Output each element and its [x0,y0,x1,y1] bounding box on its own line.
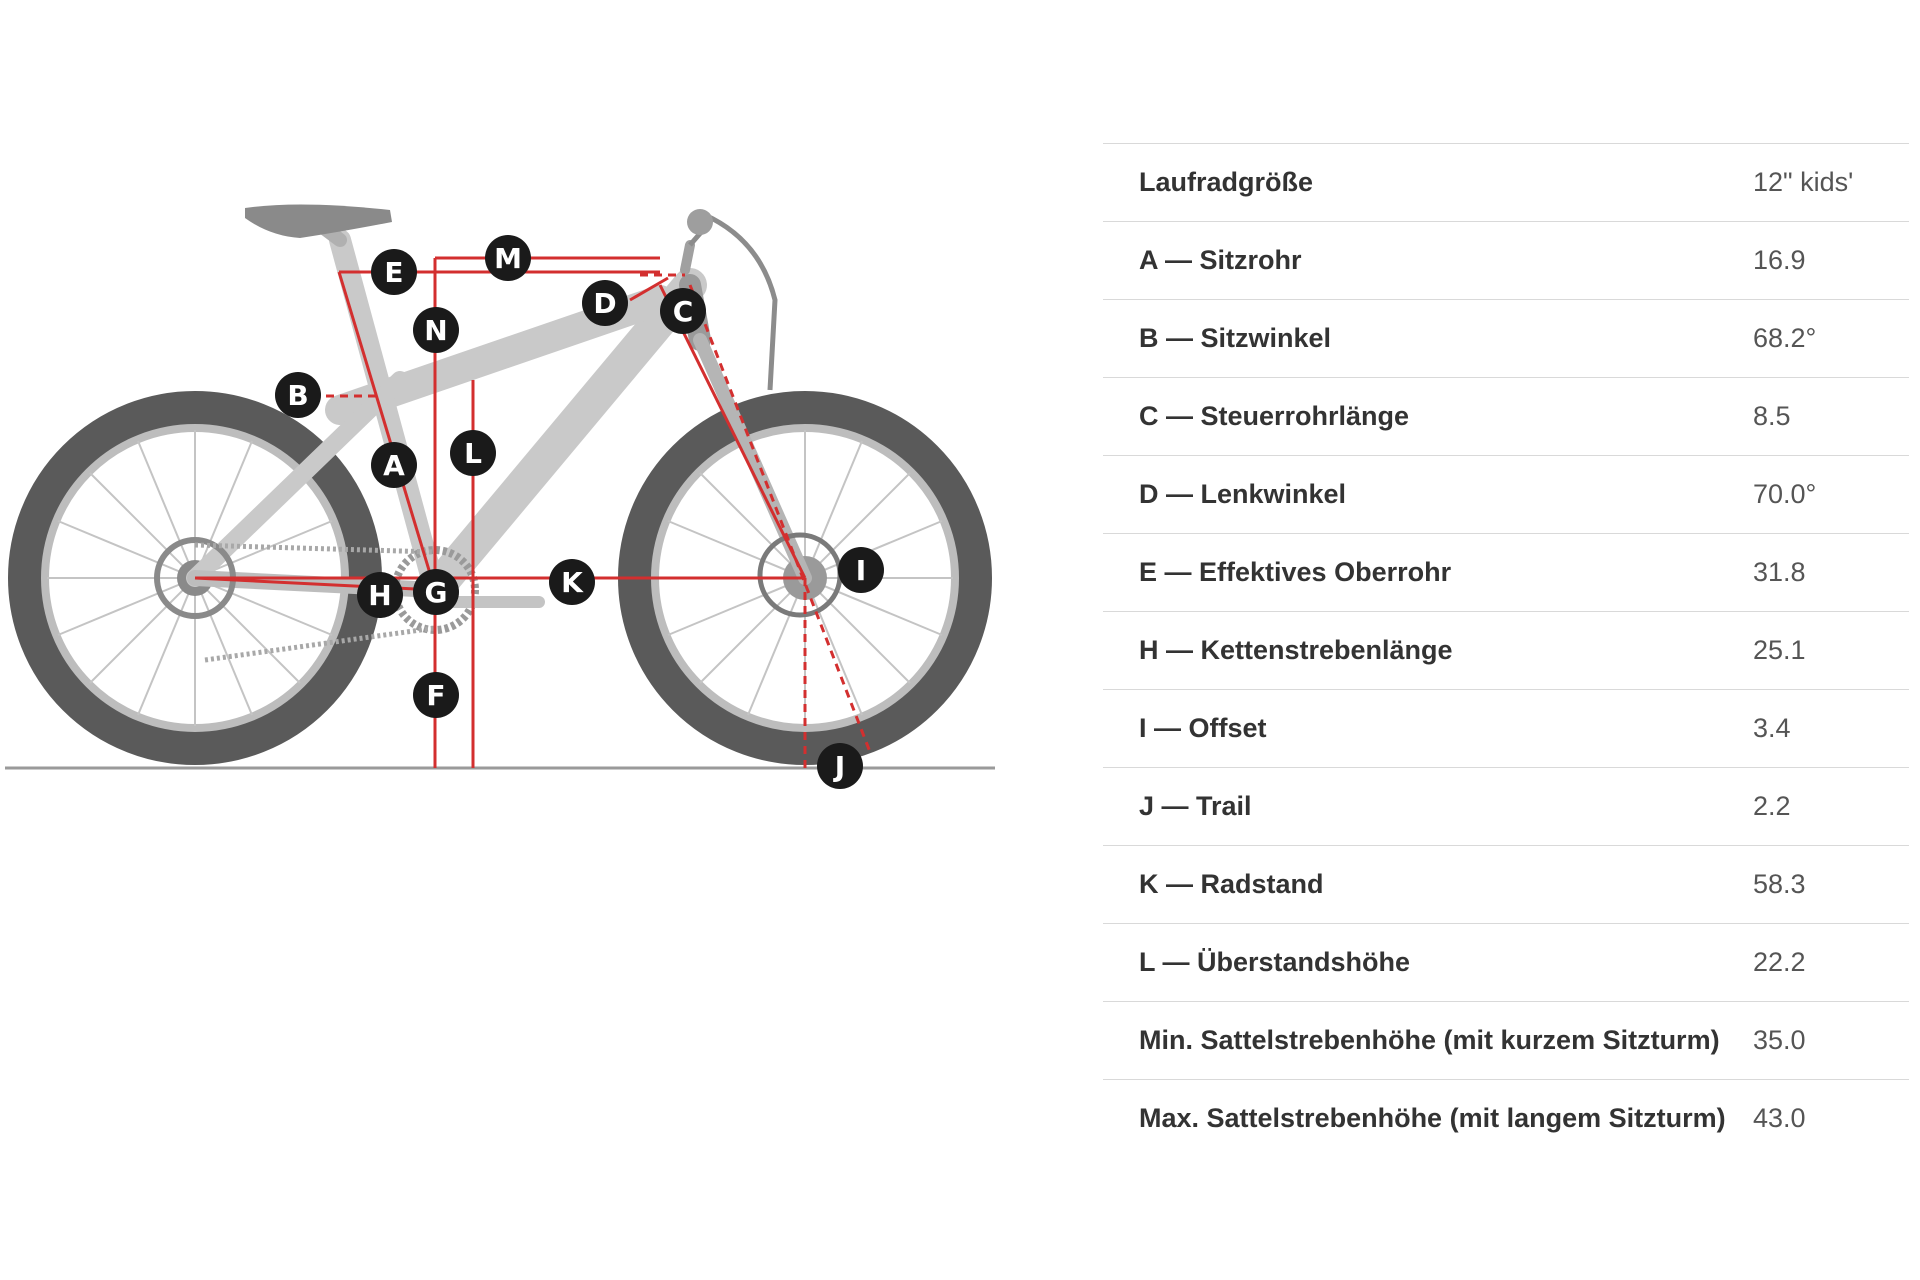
row-value: 2.2 [1753,791,1791,821]
marker-I [838,547,884,593]
handlebar-grip [687,209,713,235]
row-label: I — Offset [1139,713,1267,743]
row-value: 31.8 [1753,557,1806,587]
svg-text:A: A [383,449,405,482]
marker-A [371,442,417,488]
marker-K [549,559,595,605]
table-row [1103,222,1909,300]
svg-text:N: N [424,314,448,347]
row-label: B — Sitzwinkel [1139,323,1332,353]
table-row [1103,768,1909,846]
row-value: 8.5 [1753,401,1791,431]
svg-text:G: G [424,576,448,609]
marker-D [582,280,628,326]
geometry-table [1103,143,1909,1157]
row-value: 70.0° [1753,479,1817,509]
table-row [1103,378,1909,456]
row-value: 16.9 [1753,245,1806,275]
svg-text:E: E [384,256,404,289]
marker-C [660,288,706,334]
svg-text:M: M [494,242,522,275]
marker-L [450,430,496,476]
marker-G [413,569,459,615]
row-label: Laufradgröße [1139,167,1314,197]
marker-M [485,235,531,281]
row-label: E — Effektives Oberrohr [1139,557,1452,587]
table-row [1103,924,1909,1002]
table-row [1103,300,1909,378]
row-value: 3.4 [1753,713,1791,743]
svg-text:H: H [368,579,392,612]
bike-geometry-diagram [0,0,1020,820]
row-value: 25.1 [1753,635,1806,665]
row-value: 22.2 [1753,947,1806,977]
row-label: A — Sitzrohr [1139,245,1302,275]
row-label: L — Überstandshöhe [1139,947,1411,977]
row-value: 35.0 [1753,1025,1806,1055]
marker-F [413,672,459,718]
row-label: Max. Sattelstrebenhöhe (mit langem Sitzturm) [1139,1103,1726,1133]
row-value: 12" kids' [1753,167,1854,197]
saddle [245,204,392,238]
row-value: 43.0 [1753,1103,1806,1133]
marker-E [371,249,417,295]
row-value: 58.3 [1753,869,1806,899]
marker-N [413,307,459,353]
row-value: 68.2° [1753,323,1817,353]
svg-text:J: J [834,750,846,783]
svg-text:D: D [593,287,617,320]
svg-text:L: L [464,437,482,470]
svg-text:B: B [287,379,309,412]
table-row [1103,456,1909,534]
row-label: D — Lenkwinkel [1139,479,1347,509]
marker-B [275,372,321,418]
table-row [1103,534,1909,612]
row-label: Min. Sattelstrebenhöhe (mit kurzem Sitzturm) [1139,1025,1720,1055]
marker-H [357,572,403,618]
table-row [1103,846,1909,924]
table-row [1103,1080,1909,1158]
svg-text:I: I [855,554,867,587]
row-label: K — Radstand [1139,869,1324,899]
table-row [1103,144,1909,222]
table-row [1103,612,1909,690]
marker-J [817,743,863,789]
row-label: C — Steuerrohrlänge [1139,401,1410,431]
svg-text:C: C [672,295,694,328]
table-row [1103,1002,1909,1080]
svg-text:K: K [561,566,583,599]
row-label: J — Trail [1139,791,1252,821]
svg-text:F: F [426,679,446,712]
row-label: H — Kettenstrebenlänge [1139,635,1453,665]
table-row [1103,690,1909,768]
